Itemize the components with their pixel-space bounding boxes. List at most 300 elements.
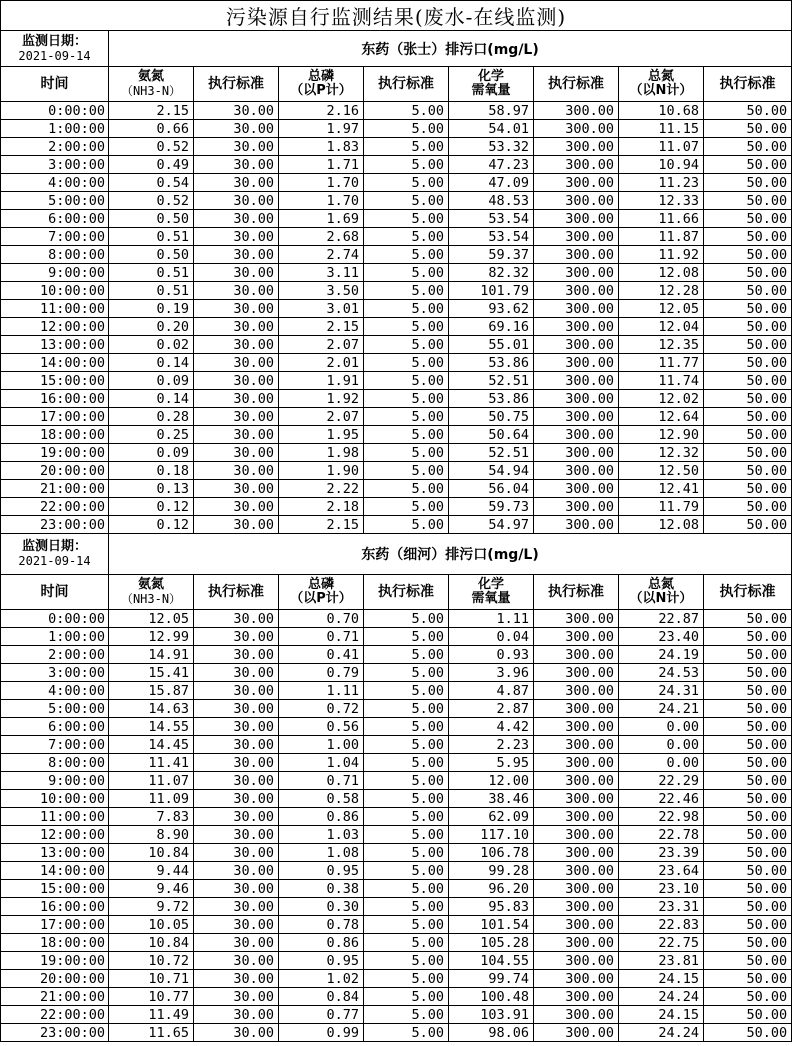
cell-tp: 0.99	[279, 1024, 364, 1042]
cell-nh3-std: 30.00	[194, 462, 279, 480]
cell-tn: 23.81	[619, 952, 704, 970]
cell-cod-std: 300.00	[534, 282, 619, 300]
cell-tp: 1.90	[279, 462, 364, 480]
cell-tn-std: 50.00	[704, 390, 792, 408]
cell-time: 3:00:00	[1, 664, 109, 682]
col-tn	[619, 67, 704, 102]
cell-tn: 11.23	[619, 174, 704, 192]
cell-time: 13:00:00	[1, 844, 109, 862]
cell-nh3-std: 30.00	[194, 718, 279, 736]
cell-time: 20:00:00	[1, 462, 109, 480]
table-row	[1, 282, 792, 300]
cell-tp: 0.56	[279, 718, 364, 736]
cell-time: 9:00:00	[1, 772, 109, 790]
cell-tn: 11.87	[619, 228, 704, 246]
cell-tn-std: 50.00	[704, 880, 792, 898]
cell-nh3-std: 30.00	[194, 952, 279, 970]
cell-tp-std: 5.00	[364, 988, 449, 1006]
cell-tp: 1.91	[279, 372, 364, 390]
cell-cod: 4.42	[449, 718, 534, 736]
cell-tn: 24.15	[619, 1006, 704, 1024]
cell-tn-std: 50.00	[704, 480, 792, 498]
cell-nh3-std: 30.00	[194, 264, 279, 282]
cell-tn-std: 50.00	[704, 988, 792, 1006]
cell-cod-std: 300.00	[534, 174, 619, 192]
cell-cod-std: 300.00	[534, 318, 619, 336]
cell-time: 12:00:00	[1, 826, 109, 844]
monitoring-date	[1, 31, 109, 67]
cell-cod-std: 300.00	[534, 988, 619, 1006]
cell-cod: 5.95	[449, 754, 534, 772]
cell-tn-std: 50.00	[704, 336, 792, 354]
table-row	[1, 516, 792, 534]
cell-tp: 2.15	[279, 516, 364, 534]
cell-cod-std: 300.00	[534, 952, 619, 970]
cell-nh3: 9.46	[109, 880, 194, 898]
cell-time: 17:00:00	[1, 916, 109, 934]
cell-tp-std: 5.00	[364, 390, 449, 408]
col-tp-label: 总磷	[307, 69, 334, 84]
cell-tp: 0.30	[279, 898, 364, 916]
cell-nh3: 0.20	[109, 318, 194, 336]
cell-tp: 0.70	[279, 610, 364, 628]
cell-tp-std: 5.00	[364, 664, 449, 682]
cell-nh3-std: 30.00	[194, 628, 279, 646]
cell-cod: 47.23	[449, 156, 534, 174]
cell-time: 23:00:00	[1, 1024, 109, 1042]
cell-tn-std: 50.00	[704, 282, 792, 300]
cell-tn: 12.05	[619, 300, 704, 318]
cell-tn-std: 50.00	[704, 318, 792, 336]
cell-nh3: 10.84	[109, 934, 194, 952]
cell-cod-std: 300.00	[534, 880, 619, 898]
cell-tp-std: 5.00	[364, 444, 449, 462]
cell-time: 14:00:00	[1, 862, 109, 880]
cell-nh3: 15.87	[109, 682, 194, 700]
table-row	[1, 354, 792, 372]
cell-tp-std: 5.00	[364, 336, 449, 354]
cell-cod-std: 300.00	[534, 444, 619, 462]
col-cod-unit: 需氧量	[471, 591, 511, 606]
cell-cod: 53.54	[449, 228, 534, 246]
cell-tn: 11.74	[619, 372, 704, 390]
cell-nh3-std: 30.00	[194, 1024, 279, 1042]
cell-nh3: 10.05	[109, 916, 194, 934]
cell-cod-std: 300.00	[534, 462, 619, 480]
cell-tp: 0.72	[279, 700, 364, 718]
cell-nh3: 0.09	[109, 444, 194, 462]
cell-tp: 2.74	[279, 246, 364, 264]
cell-nh3-std: 30.00	[194, 988, 279, 1006]
cell-cod-std: 300.00	[534, 300, 619, 318]
cell-nh3-std: 30.00	[194, 664, 279, 682]
cell-cod-std: 300.00	[534, 426, 619, 444]
cell-cod: 58.97	[449, 102, 534, 120]
cell-tp: 1.04	[279, 754, 364, 772]
cell-tn-std: 50.00	[704, 610, 792, 628]
cell-tn-std: 50.00	[704, 898, 792, 916]
cell-nh3-std: 30.00	[194, 754, 279, 772]
cell-time: 8:00:00	[1, 246, 109, 264]
cell-cod-std: 300.00	[534, 970, 619, 988]
cell-tn-std: 50.00	[704, 192, 792, 210]
cell-time: 21:00:00	[1, 988, 109, 1006]
cell-nh3: 0.13	[109, 480, 194, 498]
cell-cod: 2.23	[449, 736, 534, 754]
col-tn-std: 执行标准	[704, 575, 792, 610]
cell-nh3-std: 30.00	[194, 700, 279, 718]
cell-cod-std: 300.00	[534, 916, 619, 934]
cell-nh3-std: 30.00	[194, 898, 279, 916]
col-time: 时间	[1, 575, 109, 610]
cell-time: 13:00:00	[1, 336, 109, 354]
table-row	[1, 1006, 792, 1024]
cell-nh3: 0.28	[109, 408, 194, 426]
cell-cod-std: 300.00	[534, 646, 619, 664]
cell-tn: 10.94	[619, 156, 704, 174]
table-row	[1, 444, 792, 462]
cell-cod: 93.62	[449, 300, 534, 318]
cell-nh3-std: 30.00	[194, 390, 279, 408]
section-header-row	[1, 534, 792, 575]
cell-tn: 12.28	[619, 282, 704, 300]
cell-time: 5:00:00	[1, 192, 109, 210]
cell-nh3: 0.54	[109, 174, 194, 192]
table-row	[1, 700, 792, 718]
cell-nh3: 0.12	[109, 516, 194, 534]
cell-tn-std: 50.00	[704, 934, 792, 952]
cell-tp: 2.07	[279, 336, 364, 354]
cell-cod-std: 300.00	[534, 826, 619, 844]
cell-tn-std: 50.00	[704, 772, 792, 790]
cell-tn: 22.87	[619, 610, 704, 628]
cell-tn: 12.35	[619, 336, 704, 354]
cell-nh3: 11.09	[109, 790, 194, 808]
cell-nh3-std: 30.00	[194, 318, 279, 336]
cell-time: 14:00:00	[1, 354, 109, 372]
cell-tp-std: 5.00	[364, 192, 449, 210]
cell-time: 12:00:00	[1, 318, 109, 336]
cell-tn: 23.10	[619, 880, 704, 898]
cell-tp-std: 5.00	[364, 952, 449, 970]
cell-tp: 2.16	[279, 102, 364, 120]
col-cod	[449, 67, 534, 102]
cell-tn-std: 50.00	[704, 916, 792, 934]
table-row	[1, 898, 792, 916]
cell-tn: 0.00	[619, 718, 704, 736]
cell-nh3-std: 30.00	[194, 354, 279, 372]
cell-tn-std: 50.00	[704, 462, 792, 480]
cell-nh3-std: 30.00	[194, 372, 279, 390]
cell-cod: 53.86	[449, 390, 534, 408]
cell-tn: 12.32	[619, 444, 704, 462]
cell-tn-std: 50.00	[704, 862, 792, 880]
cell-tp-std: 5.00	[364, 628, 449, 646]
cell-nh3-std: 30.00	[194, 210, 279, 228]
cell-cod-std: 300.00	[534, 192, 619, 210]
cell-tp-std: 5.00	[364, 916, 449, 934]
table-row	[1, 916, 792, 934]
cell-cod: 117.10	[449, 826, 534, 844]
col-tp-std: 执行标准	[364, 67, 449, 102]
cell-cod: 48.53	[449, 192, 534, 210]
cell-tp-std: 5.00	[364, 844, 449, 862]
cell-tp-std: 5.00	[364, 880, 449, 898]
cell-cod-std: 300.00	[534, 498, 619, 516]
cell-tp-std: 5.00	[364, 754, 449, 772]
cell-cod: 50.75	[449, 408, 534, 426]
cell-tp-std: 5.00	[364, 736, 449, 754]
cell-cod-std: 300.00	[534, 682, 619, 700]
cell-cod-std: 300.00	[534, 408, 619, 426]
table-row	[1, 844, 792, 862]
cell-time: 16:00:00	[1, 390, 109, 408]
cell-tp: 2.07	[279, 408, 364, 426]
col-tn-label: 总氮	[647, 577, 674, 592]
cell-tn: 24.24	[619, 988, 704, 1006]
cell-cod: 53.32	[449, 138, 534, 156]
cell-cod-std: 300.00	[534, 156, 619, 174]
table-row	[1, 880, 792, 898]
cell-nh3-std: 30.00	[194, 120, 279, 138]
column-header-row	[1, 575, 792, 610]
cell-tp: 0.95	[279, 862, 364, 880]
cell-tp: 0.71	[279, 772, 364, 790]
cell-nh3: 12.05	[109, 610, 194, 628]
cell-cod: 1.11	[449, 610, 534, 628]
table-row	[1, 664, 792, 682]
table-row	[1, 174, 792, 192]
cell-tp: 0.86	[279, 808, 364, 826]
cell-tn: 22.75	[619, 934, 704, 952]
cell-cod: 82.32	[449, 264, 534, 282]
cell-tp-std: 5.00	[364, 318, 449, 336]
cell-time: 3:00:00	[1, 156, 109, 174]
cell-tn-std: 50.00	[704, 174, 792, 192]
column-header-row	[1, 67, 792, 102]
cell-nh3-std: 30.00	[194, 610, 279, 628]
cell-tp-std: 5.00	[364, 372, 449, 390]
cell-tp-std: 5.00	[364, 718, 449, 736]
cell-tp: 2.01	[279, 354, 364, 372]
table-row	[1, 718, 792, 736]
table-row	[1, 934, 792, 952]
cell-time: 1:00:00	[1, 120, 109, 138]
cell-time: 19:00:00	[1, 952, 109, 970]
cell-tn-std: 50.00	[704, 246, 792, 264]
cell-tp-std: 5.00	[364, 934, 449, 952]
table-row	[1, 610, 792, 628]
cell-cod: 101.54	[449, 916, 534, 934]
cell-nh3-std: 30.00	[194, 970, 279, 988]
cell-tn: 11.07	[619, 138, 704, 156]
cell-cod-std: 300.00	[534, 102, 619, 120]
cell-time: 10:00:00	[1, 790, 109, 808]
cell-nh3: 10.77	[109, 988, 194, 1006]
cell-tp: 1.00	[279, 736, 364, 754]
cell-nh3: 8.90	[109, 826, 194, 844]
table-row	[1, 210, 792, 228]
col-cod	[449, 575, 534, 610]
cell-tn: 11.66	[619, 210, 704, 228]
cell-cod: 103.91	[449, 1006, 534, 1024]
cell-cod-std: 300.00	[534, 354, 619, 372]
table-row	[1, 300, 792, 318]
cell-nh3: 0.52	[109, 192, 194, 210]
cell-tp-std: 5.00	[364, 682, 449, 700]
outlet-name: 东药（张士）排污口(mg/L)	[109, 31, 792, 67]
cell-cod: 54.97	[449, 516, 534, 534]
cell-tp-std: 5.00	[364, 862, 449, 880]
cell-tn: 12.90	[619, 426, 704, 444]
cell-tn-std: 50.00	[704, 372, 792, 390]
table-row	[1, 862, 792, 880]
cell-nh3-std: 30.00	[194, 772, 279, 790]
cell-tp-std: 5.00	[364, 156, 449, 174]
cell-nh3: 11.41	[109, 754, 194, 772]
cell-nh3-std: 30.00	[194, 826, 279, 844]
cell-cod-std: 300.00	[534, 664, 619, 682]
cell-tn: 22.78	[619, 826, 704, 844]
cell-nh3: 10.84	[109, 844, 194, 862]
cell-nh3-std: 30.00	[194, 880, 279, 898]
cell-time: 11:00:00	[1, 300, 109, 318]
col-tp	[279, 575, 364, 610]
cell-tn: 11.79	[619, 498, 704, 516]
col-tn-std: 执行标准	[704, 67, 792, 102]
cell-cod-std: 300.00	[534, 228, 619, 246]
cell-tn-std: 50.00	[704, 754, 792, 772]
col-nh3-std: 执行标准	[194, 67, 279, 102]
cell-tp-std: 5.00	[364, 790, 449, 808]
cell-cod: 50.64	[449, 426, 534, 444]
col-cod-unit: 需氧量	[471, 83, 511, 98]
cell-tn: 0.00	[619, 754, 704, 772]
cell-tn-std: 50.00	[704, 138, 792, 156]
date-value: 2021-09-14	[18, 554, 91, 568]
cell-tn: 24.53	[619, 664, 704, 682]
table-row	[1, 682, 792, 700]
cell-tn: 24.15	[619, 970, 704, 988]
table-row	[1, 408, 792, 426]
cell-tp-std: 5.00	[364, 898, 449, 916]
cell-tn: 12.33	[619, 192, 704, 210]
cell-nh3-std: 30.00	[194, 282, 279, 300]
cell-tp-std: 5.00	[364, 1024, 449, 1042]
cell-cod: 2.87	[449, 700, 534, 718]
section-header-row	[1, 31, 792, 67]
cell-nh3-std: 30.00	[194, 498, 279, 516]
table-row	[1, 102, 792, 120]
cell-tp-std: 5.00	[364, 408, 449, 426]
cell-nh3: 12.99	[109, 628, 194, 646]
cell-nh3-std: 30.00	[194, 480, 279, 498]
cell-cod: 95.83	[449, 898, 534, 916]
cell-cod: 99.28	[449, 862, 534, 880]
cell-cod: 0.93	[449, 646, 534, 664]
cell-tn: 11.15	[619, 120, 704, 138]
cell-nh3-std: 30.00	[194, 790, 279, 808]
cell-tp: 2.18	[279, 498, 364, 516]
cell-nh3: 0.50	[109, 246, 194, 264]
cell-tp-std: 5.00	[364, 826, 449, 844]
col-nh3-label: 氨氮	[137, 577, 164, 592]
cell-tp: 1.02	[279, 970, 364, 988]
cell-tn-std: 50.00	[704, 790, 792, 808]
cell-tn-std: 50.00	[704, 664, 792, 682]
cell-time: 15:00:00	[1, 880, 109, 898]
cell-time: 22:00:00	[1, 498, 109, 516]
cell-time: 19:00:00	[1, 444, 109, 462]
cell-tn: 12.08	[619, 516, 704, 534]
cell-nh3-std: 30.00	[194, 682, 279, 700]
table-row	[1, 952, 792, 970]
cell-tp-std: 5.00	[364, 120, 449, 138]
cell-nh3-std: 30.00	[194, 228, 279, 246]
cell-tp: 0.86	[279, 934, 364, 952]
cell-nh3: 9.44	[109, 862, 194, 880]
cell-tn-std: 50.00	[704, 736, 792, 754]
cell-cod-std: 300.00	[534, 790, 619, 808]
cell-nh3: 14.45	[109, 736, 194, 754]
cell-tp-std: 5.00	[364, 1006, 449, 1024]
cell-time: 20:00:00	[1, 970, 109, 988]
table-row	[1, 754, 792, 772]
cell-cod: 54.94	[449, 462, 534, 480]
cell-tp: 1.92	[279, 390, 364, 408]
col-nh3-std: 执行标准	[194, 575, 279, 610]
cell-time: 4:00:00	[1, 174, 109, 192]
cell-cod-std: 300.00	[534, 718, 619, 736]
cell-time: 17:00:00	[1, 408, 109, 426]
cell-nh3-std: 30.00	[194, 102, 279, 120]
table-row	[1, 480, 792, 498]
cell-cod-std: 300.00	[534, 700, 619, 718]
cell-tp-std: 5.00	[364, 700, 449, 718]
cell-nh3-std: 30.00	[194, 1006, 279, 1024]
cell-tp-std: 5.00	[364, 808, 449, 826]
cell-tn-std: 50.00	[704, 444, 792, 462]
cell-cod: 4.87	[449, 682, 534, 700]
cell-nh3: 0.02	[109, 336, 194, 354]
cell-cod: 54.01	[449, 120, 534, 138]
cell-time: 6:00:00	[1, 718, 109, 736]
cell-tn: 22.46	[619, 790, 704, 808]
col-cod-label: 化学	[477, 577, 504, 592]
cell-tp: 0.38	[279, 880, 364, 898]
table-row	[1, 628, 792, 646]
cell-nh3: 15.41	[109, 664, 194, 682]
cell-cod: 99.74	[449, 970, 534, 988]
cell-tn-std: 50.00	[704, 498, 792, 516]
cell-tp: 1.11	[279, 682, 364, 700]
cell-nh3: 0.09	[109, 372, 194, 390]
cell-tp: 0.71	[279, 628, 364, 646]
cell-cod-std: 300.00	[534, 610, 619, 628]
cell-tn: 23.40	[619, 628, 704, 646]
col-tn	[619, 575, 704, 610]
cell-nh3-std: 30.00	[194, 844, 279, 862]
cell-tp-std: 5.00	[364, 282, 449, 300]
table-row	[1, 970, 792, 988]
cell-cod-std: 300.00	[534, 120, 619, 138]
cell-nh3-std: 30.00	[194, 808, 279, 826]
cell-time: 5:00:00	[1, 700, 109, 718]
cell-cod: 59.73	[449, 498, 534, 516]
cell-time: 8:00:00	[1, 754, 109, 772]
cell-cod-std: 300.00	[534, 1024, 619, 1042]
cell-cod-std: 300.00	[534, 264, 619, 282]
